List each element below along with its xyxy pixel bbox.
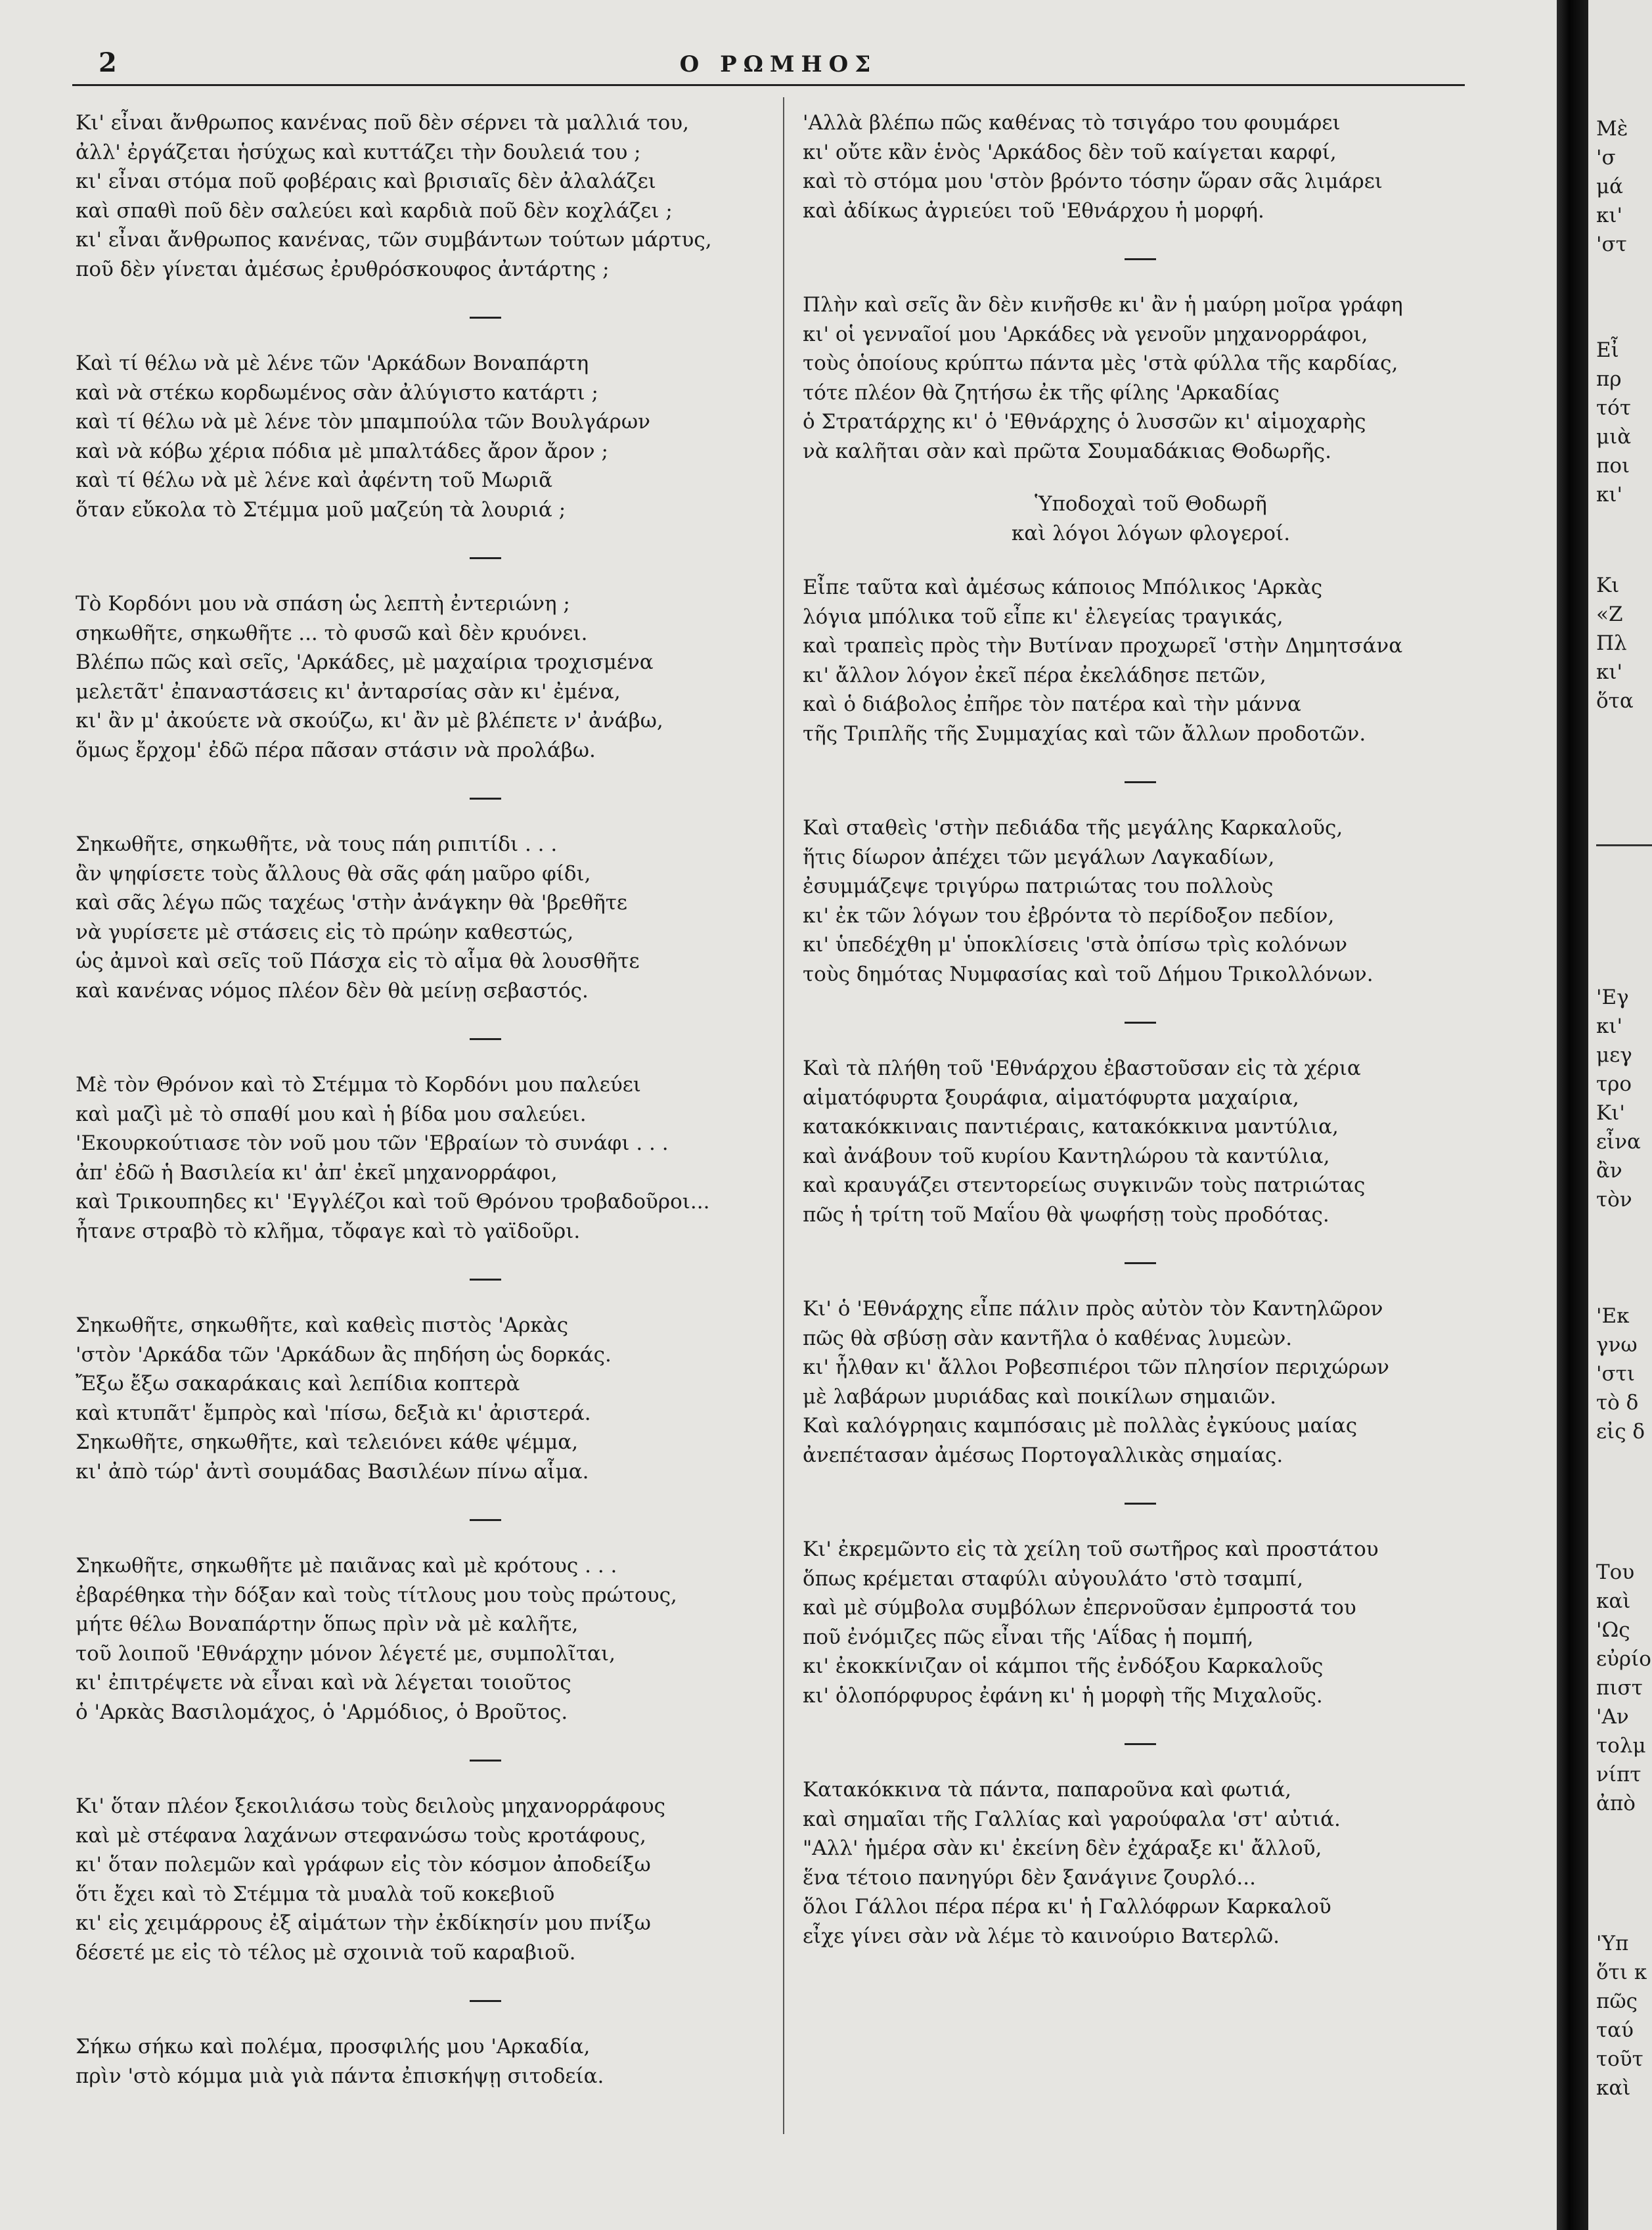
adjacent-text-fragment: κι'	[1596, 660, 1623, 684]
adjacent-text-fragment: 'Εκ	[1596, 1304, 1630, 1328]
header-rule	[72, 84, 1465, 86]
stanza-separator	[470, 1279, 501, 1281]
verse-line: Σηκωθῆτε, σηκωθῆτε, καὶ καθεὶς πιστὸς 'Αρκὰς	[76, 1313, 569, 1337]
verse-line: 'Αλλὰ βλέπω πῶς καθένας τὸ τσιγάρο του φουμάρει	[803, 111, 1341, 135]
verse-line: Κι' ἐκρεμῶντο εἰς τὰ χείλη τοῦ σωτῆρος καὶ προστάτου	[803, 1537, 1379, 1561]
verse-line: κι' ἂν μ' ἀκούετε νὰ σκούζω, κι' ἂν μὲ βλέπετε ν' ἀνάβω,	[76, 709, 663, 733]
verse-line: λόγια μπόλικα τοῦ εἶπε κι' ἐλεγείας τραγικάς,	[803, 604, 1284, 629]
stanza	[76, 108, 772, 284]
adjacent-text-fragment: γνω	[1596, 1333, 1638, 1357]
adjacent-text-fragment: Μὲ	[1596, 117, 1628, 141]
verse-line: καὶ Τρικουπηδες κι' 'Εγγλέζοι καὶ τοῦ Θρόνου τροβαδοῦροι...	[76, 1190, 710, 1214]
adjacent-text-fragment: ὅτι κ	[1596, 1961, 1647, 1984]
adjacent-text-fragment: μιὰ	[1596, 425, 1632, 449]
stanza	[803, 573, 1499, 748]
adjacent-text-fragment: πῶς	[1596, 1990, 1638, 2013]
verse-line: καὶ ἀδίκως ἀγριεύει τοῦ 'Εθνάρχου ἡ μορφή.	[803, 198, 1264, 223]
adjacent-text-fragment: 'Ως	[1596, 1618, 1630, 1642]
verse-line: Σηκωθῆτε, σηκωθῆτε, καὶ τελειόνει κάθε ψέμμα,	[76, 1430, 579, 1454]
verse-line: ἐσυμμάζεψε τριγύρω πατριώτας του πολλοὺς	[803, 875, 1274, 898]
verse-line: καὶ νὰ κόβω χέρια πόδια μὲ μπαλτάδες ἄρον ἄρον ;	[76, 439, 608, 463]
stanza	[76, 1551, 772, 1727]
stanza	[803, 813, 1499, 989]
adjacent-text-fragment: μά	[1596, 175, 1624, 198]
verse-line: ὅπως κρέμεται σταφύλι αὐγουλάτο 'στὸ τσαμπί,	[803, 1566, 1304, 1591]
adjacent-text-fragment: τὸν	[1596, 1188, 1632, 1212]
verse-line: καὶ νὰ στέκω κορδωμένος σὰν ἀλύγιστο κατάρτι ;	[76, 380, 598, 405]
verse-line: αἱματόφυρτα ξουράφια, αἱματόφυρτα μαχαίρια,	[803, 1085, 1299, 1110]
adjacent-text-fragment: 'Εγ	[1596, 986, 1629, 1009]
verse-line: νὰ καλῆται σὰν καὶ πρῶτα Σουμαδάκιας Θοδωρῆς.	[803, 439, 1332, 463]
verse-line: Καὶ τὰ πλήθη τοῦ 'Εθνάρχου ἐβαστοῦσαν εἰς τὰ χέρια	[803, 1057, 1361, 1080]
adjacent-text-fragment: Πλ	[1596, 631, 1627, 655]
stanza	[76, 1792, 772, 1967]
verse-line: κι' ἐπιτρέψετε νὰ εἶναι καὶ νὰ λέγεται τοιοῦτος	[76, 1671, 571, 1695]
verse-line: καὶ σπαθὶ ποῦ δὲν σαλεύει καὶ καρδιὰ ποῦ δὲν κοχλάζει ;	[76, 198, 673, 223]
verse-line: κι' ἄλλον λόγον ἐκεῖ πέρα ἐκελάδησε πετῶν,	[803, 663, 1266, 687]
verse-line: πρὶν 'στὸ κόμμα μιὰ γιὰ πάντα ἐπισκήψῃ σιτοδεία.	[76, 2064, 604, 2088]
section-heading	[803, 489, 1499, 548]
verse-line: καὶ τραπεὶς πρὸς τὴν Βυτίναν προχωρεῖ 'στὴν Δημητσάνα	[803, 634, 1403, 658]
stanza	[803, 290, 1499, 466]
adjacent-text-fragment: τολμ	[1596, 1734, 1646, 1758]
verse-line: ὅλοι Γάλλοι πέρα πέρα κι' ἡ Γαλλόφρων Καρκαλοῦ	[803, 1895, 1331, 1919]
verse-line: καὶ κτυπᾶτ' ἔμπρὸς καὶ 'πίσω, δεξιὰ κι' ἀριστερά.	[76, 1401, 591, 1425]
verse-line: σηκωθῆτε, σηκωθῆτε ... τὸ φυσῶ καὶ δὲν κρυόνει.	[76, 621, 588, 645]
verse-line: Τὸ Κορδόνι μου νὰ σπάση ὡς λεπτὴ ἐντεριώνη ;	[76, 592, 570, 616]
verse-line: ἦτανε στραβὸ τὸ κλῆμα, τὄφαγε καὶ τὸ γαϊδοῦρι.	[76, 1219, 581, 1243]
verse-line: Σηκωθῆτε, σηκωθῆτε, νὰ τους πάη ριπιτίδι . . .	[76, 832, 558, 856]
verse-line: καὶ μὲ σύμβολα συμβόλων ἐπερνοῦσαν ἐμπροστά του	[803, 1596, 1356, 1620]
stanza-separator	[1125, 1022, 1156, 1024]
adjacent-text-fragment: καὶ	[1596, 1589, 1631, 1613]
verse-line: καὶ ὁ διάβολος ἐπῆρε τὸν πατέρα καὶ τὴν μάννα	[803, 693, 1301, 716]
verse-line: ἀνεπέτασαν ἀμέσως Πορτογαλλικὰς σημαίας.	[803, 1443, 1284, 1467]
verse-line: ὁ Στρατάρχης κι' ὁ 'Εθνάρχης ὁ λυσσῶν κι' αἱμοχαρὴς	[803, 410, 1366, 434]
adjacent-text-fragment: Εἶ	[1596, 338, 1619, 362]
verse-line: νὰ γυρίσετε μὲ στάσεις εἰς τὸ πρώην καθεστώς,	[76, 920, 574, 944]
verse-line: Σηκωθῆτε, σηκωθῆτε μὲ παιᾶνας καὶ μὲ κρότους . . .	[76, 1554, 617, 1578]
verse-line: "Αλλ' ἡμέρα σὰν κι' ἐκείνη δὲν ἐχάραξε κι' ἄλλοῦ,	[803, 1836, 1322, 1860]
verse-line: 'Εκουρκούτιασε τὸν νοῦ μου τῶν 'Εβραίων τὸ συνάφι . . .	[76, 1131, 669, 1155]
verse-line: εἶχε γίνει σὰν νὰ λέμε τὸ καινούριο Βατερλῶ.	[803, 1924, 1280, 1948]
verse-line: ὁ 'Αρκὰς Βασιλομάχος, ὁ 'Αρμόδιος, ὁ Βροῦτος.	[76, 1700, 568, 1724]
verse-line: καὶ τὸ στόμα μου 'στὸν βρόντο τόσην ὥραν σᾶς λιμάρει	[803, 170, 1383, 193]
stanza-separator	[470, 2000, 501, 2002]
verse-line: ὡς ἀμνοὶ καὶ σεῖς τοῦ Πάσχα εἰς τὸ αἷμα θὰ λουσθῆτε	[76, 949, 640, 973]
verse-line: κι' εἰς χειμάρρους ἐξ αἱμάτων τὴν ἐκδίκησίν μου πνίξω	[76, 1911, 651, 1935]
verse-line: ποῦ δὲν γίνεται ἀμέσως ἐρυθρόσκουφος ἀντάρτης ;	[76, 257, 610, 281]
verse-line: Ἔξω ἔξω σακαράκαις καὶ λεπίδια κοπτερὰ	[76, 1372, 520, 1396]
stanza	[803, 1294, 1499, 1470]
verse-line: καὶ σᾶς λέγω πῶς ταχέως 'στὴν ἀνάγκην θὰ 'βρεθῆτε	[76, 891, 627, 915]
verse-line: Μὲ τὸν Θρόνον καὶ τὸ Στέμμα τὸ Κορδόνι μου παλεύει	[76, 1073, 641, 1097]
verse-line: Καὶ τί θέλω νὰ μὲ λένε τῶν 'Αρκάδων Βοναπάρτη	[76, 352, 589, 375]
verse-line: ἥτις δίωρον ἀπέχει τῶν μεγάλων Λαγκαδίων,	[803, 845, 1275, 869]
verse-line: κι' εἶναι στόμα ποῦ φοβέραις καὶ βρισιαῖς δὲν ἀλαλάζει	[76, 170, 656, 193]
verse-line: πῶς θὰ σβύσῃ σὰν καντῆλα ὁ καθένας λυμεὼν.	[803, 1326, 1293, 1350]
page-number: 2	[99, 47, 117, 78]
verse-line: ὅτι ἔχει καὶ τὸ Στέμμα τὰ μυαλὰ τοῦ κοκεβιοῦ	[76, 1882, 555, 1906]
stanza-separator	[1125, 258, 1156, 260]
adjacent-text-fragment: πιστ	[1596, 1676, 1643, 1700]
verse-line: κι' ὁλοπόρφυρος ἐφάνη κι' ἡ μορφὴ τῆς Μιχαλοῦς.	[803, 1683, 1323, 1708]
adjacent-text-fragment: τὸ δ	[1596, 1391, 1639, 1415]
stanza-separator	[470, 1038, 501, 1040]
adjacent-text-fragment: Του	[1596, 1560, 1635, 1584]
adjacent-text-fragment: ἀπὸ	[1596, 1792, 1636, 1815]
adjacent-text-fragment: ταύ	[1596, 2018, 1634, 2042]
verse-line: ἕνα τέτοιο πανηγύρι δὲν ξανάγινε ζουρλό...	[803, 1865, 1256, 1890]
verse-line: τοῦ λοιποῦ 'Εθνάρχην μόνον λέγετέ με, συμπολῖται,	[76, 1641, 615, 1666]
adjacent-text-fragment: ἂν	[1596, 1159, 1622, 1183]
verse-line: κι' εἶναι ἄνθρωπος κανένας, τῶν συμβάντων τούτων μάρτυς,	[76, 228, 712, 252]
verse-line: τῆς Τριπλῆς τῆς Συμμαχίας καὶ τῶν ἄλλων προδοτῶν.	[803, 721, 1366, 746]
adjacent-text-fragment: νίπτ	[1596, 1763, 1641, 1786]
adjacent-text-fragment: «Ζ	[1596, 603, 1623, 626]
verse-line: ἐβαρέθηκα τὴν δόξαν καὶ τοὺς τίτλους μου τοὺς πρώτους,	[76, 1583, 677, 1607]
right-column	[803, 108, 1499, 1951]
stanza-separator	[1125, 781, 1156, 783]
adjacent-text-fragment: εἰς δ	[1596, 1420, 1645, 1444]
verse-line: καὶ τί θέλω νὰ μὲ λένε καὶ ἀφέντη τοῦ Μωριᾶ	[76, 468, 553, 492]
verse-line: μήτε θέλω Βοναπάρτην ὅπως πρὶν νὰ μὲ καλῆτε,	[76, 1612, 579, 1636]
stanza-separator	[470, 317, 501, 319]
verse-line: μελετᾶτ' ἐπαναστάσεις κι' ἀνταρσίας σὰν κι' ἐμένα,	[76, 679, 621, 704]
adjacent-text-fragment: τοῦτ	[1596, 2047, 1643, 2071]
verse-line: κατακόκκιναις παντιέραις, κατακόκκινα μαντύλια,	[803, 1115, 1339, 1139]
verse-line: Κι' εἶναι ἄνθρωπος κανένας ποῦ δὲν σέρνει τὰ μαλλιά του,	[76, 111, 689, 135]
verse-line: Βλέπω πῶς καὶ σεῖς, 'Αρκάδες, μὲ μαχαίρια τροχισμένα	[76, 650, 654, 674]
adjacent-text-fragment: εὐρίο	[1596, 1647, 1651, 1671]
stanza-separator	[1125, 1503, 1156, 1505]
adjacent-text-fragment: κι'	[1596, 1014, 1623, 1038]
verse-line: κι' οἱ γενναῖοί μου 'Αρκάδες νὰ γενοῦν μηχανορράφοι,	[803, 322, 1368, 346]
stanza	[803, 1054, 1499, 1229]
left-column	[76, 108, 772, 2091]
stanza	[76, 830, 772, 1005]
verse-line: τοὺς ὁποίους κρύπτω πάντα μὲς 'στὰ φύλλα τῆς καρδίας,	[803, 352, 1398, 375]
stanza-separator	[470, 1519, 501, 1521]
verse-line: ἂν ψηφίσετε τοὺς ἄλλους θὰ σᾶς φάη μαῦρο φίδι,	[76, 861, 591, 886]
stanza	[803, 1775, 1499, 1951]
verse-line: Κατακόκκινα τὰ πάντα, παπαροῦνα καὶ φωτιά,	[803, 1778, 1292, 1802]
adjacent-page-edge	[1588, 0, 1652, 2230]
verse-line: ὅμως ἔρχομ' ἐδῶ πέρα πᾶσαν στάσιν νὰ προλάβω.	[76, 738, 596, 762]
heading-line: Ὑποδοχαὶ τοῦ Θοδωρῆ	[1035, 492, 1267, 516]
stanza	[76, 349, 772, 524]
stanza	[803, 1535, 1499, 1710]
verse-line: καὶ ἀνάβουν τοῦ κυρίου Καντηλώρου τὰ καντύλια,	[803, 1144, 1330, 1168]
adjacent-text-fragment: 'σ	[1596, 146, 1616, 170]
verse-line: καὶ κραυγάζει στεντορείως συγκινῶν τοὺς πατριώτας	[803, 1173, 1366, 1197]
adjacent-text-fragment: πρ	[1596, 367, 1622, 391]
verse-line: καὶ μὲ στέφανα λαχάνων στεφανώσω τοὺς κροτάφους,	[76, 1823, 646, 1848]
verse-line: Καὶ καλόγρηαις καμπόσαις μὲ πολλὰς ἐγκύους μαίας	[803, 1414, 1358, 1438]
adjacent-text-fragment: 'στ	[1596, 233, 1627, 256]
verse-line: τοὺς δημότας Νυμφασίας καὶ τοῦ Δήμου Τρικολλόνων.	[803, 962, 1373, 986]
verse-line: ποῦ ἐνόμιζες πῶς εἶναι τῆς 'Αΐδας ἡ πομπή,	[803, 1625, 1254, 1649]
adjacent-text-fragment: Κι'	[1596, 1101, 1625, 1125]
stanza-separator	[470, 798, 501, 800]
adjacent-text-fragment: Κι	[1596, 574, 1620, 597]
verse-line: Εἶπε ταῦτα καὶ ἀμέσως κάποιος Μπόλικος 'Αρκὰς	[803, 576, 1323, 599]
adjacent-text-fragment: ὅτα	[1596, 689, 1634, 713]
verse-line: Κι' ὁ 'Εθνάρχης εἶπε πάλιν πρὸς αὐτὸν τὸν Καντηλῶρον	[803, 1297, 1383, 1321]
verse-line: Καὶ σταθεὶς 'στὴν πεδιάδα τῆς μεγάλης Καρκαλοῦς,	[803, 816, 1343, 840]
stanza	[76, 589, 772, 765]
adjacent-page-rule	[1596, 844, 1652, 846]
stanza-separator	[470, 557, 501, 559]
adjacent-text-fragment: 'στι	[1596, 1362, 1635, 1386]
verse-line: ὅταν εὔκολα τὸ Στέμμα μοῦ μαζεύη τὰ λουριά ;	[76, 497, 566, 522]
verse-line: δέσετέ με εἰς τὸ τέλος μὲ σχοινιὰ τοῦ καραβιοῦ.	[76, 1940, 576, 1965]
adjacent-text-fragment: τρο	[1596, 1072, 1632, 1096]
adjacent-text-fragment: τότ	[1596, 396, 1631, 420]
verse-line: 'στὸν 'Αρκάδα τῶν 'Αρκάδων ἂς πηδήση ὡς δορκάς.	[76, 1342, 612, 1367]
binding-gutter	[1557, 0, 1588, 2230]
verse-line: ἀπ' ἐδῶ ἡ Βασιλεία κι' ἀπ' ἐκεῖ μηχανορράφοι,	[76, 1160, 558, 1185]
verse-line: κι' οὔτε κἂν ἑνὸς 'Αρκάδος δὲν τοῦ καίγεται καρφί,	[803, 140, 1337, 164]
verse-line: καὶ τί θέλω νὰ μὲ λένε τὸν μπαμπούλα τῶν Βουλγάρων	[76, 410, 651, 434]
verse-line: πῶς ἡ τρίτη τοῦ Μαΐου θὰ ψωφήσῃ τοὺς προδότας.	[803, 1202, 1329, 1227]
verse-line: κι' ὅταν πολεμῶν καὶ γράφων εἰς τὸν κόσμον ἀποδείξω	[76, 1853, 651, 1877]
verse-line: τότε πλέον θὰ ζητήσω ἐκ τῆς φίλης 'Αρκαδίας	[803, 380, 1280, 405]
adjacent-text-fragment: ποι	[1596, 454, 1630, 478]
verse-line: κι' ἀπὸ τώρ' ἀντὶ σουμάδας Βασιλέων πίνω αἷμα.	[76, 1459, 589, 1484]
adjacent-text-fragment: 'Υπ	[1596, 1932, 1629, 1955]
adjacent-text-fragment: καὶ	[1596, 2076, 1631, 2100]
verse-line: κι' ὑπεδέχθη μ' ὑποκλίσεις 'στὰ ὀπίσω τρὶς κολόνων	[803, 933, 1348, 957]
verse-line: καὶ σημαῖαι τῆς Γαλλίας καὶ γαρούφαλα 'στ' αὐτιά.	[803, 1807, 1341, 1831]
adjacent-text-fragment: κι'	[1596, 204, 1623, 227]
verse-line: ἀλλ' ἐργάζεται ἡσύχως καὶ κυττάζει τὴν δουλειά του ;	[76, 140, 641, 164]
newspaper-title: Ο ΡΩΜΗΟΣ	[679, 51, 878, 78]
stanza-separator	[1125, 1262, 1156, 1264]
heading-line: καὶ λόγοι λόγων φλογεροί.	[1011, 521, 1291, 545]
verse-line: καὶ μαζὶ μὲ τὸ σπαθί μου καὶ ἡ βίδα μου σαλεύει.	[76, 1102, 587, 1126]
stanza	[803, 108, 1499, 225]
stanza	[76, 1311, 772, 1486]
stanza-separator	[470, 1760, 501, 1762]
column-divider	[783, 97, 784, 2134]
verse-line: μὲ λαβάρων μυριάδας καὶ ποικίλων σημαιῶν.	[803, 1384, 1277, 1409]
verse-line: κι' ἦλθαν κι' ἄλλοι Ροβεσπιέροι τῶν πλησίον περιχώρων	[803, 1355, 1390, 1379]
verse-line: Πλὴν καὶ σεῖς ἂν δὲν κινῆσθε κι' ἂν ἡ μαύρη μοῖρα γράφη	[803, 293, 1403, 317]
adjacent-text-fragment: 'Αν	[1596, 1705, 1629, 1729]
stanza	[76, 2032, 772, 2091]
stanza	[76, 1070, 772, 1246]
stanza-separator	[1125, 1743, 1156, 1745]
adjacent-text-fragment: εἶνα	[1596, 1130, 1641, 1154]
verse-line: κι' ἐκοκκίνιζαν οἱ κάμποι τῆς ἐνδόξου Καρκαλοῦς	[803, 1654, 1324, 1678]
verse-line: Κι' ὅταν πλέον ξεκοιλιάσω τοὺς δειλοὺς μηχανορράφους	[76, 1794, 665, 1818]
verse-line: Σήκω σήκω καὶ πολέμα, προσφιλής μου 'Αρκαδία,	[76, 2035, 591, 2059]
adjacent-text-fragment: κι'	[1596, 483, 1623, 507]
adjacent-text-fragment: μεγ	[1596, 1043, 1632, 1067]
verse-line: κι' ἐκ τῶν λόγων του ἐβρόντα τὸ περίδοξον πεδίον,	[803, 903, 1335, 928]
verse-line: καὶ κανένας νόμος πλέον δὲν θὰ μείνῃ σεβαστός.	[76, 978, 589, 1003]
